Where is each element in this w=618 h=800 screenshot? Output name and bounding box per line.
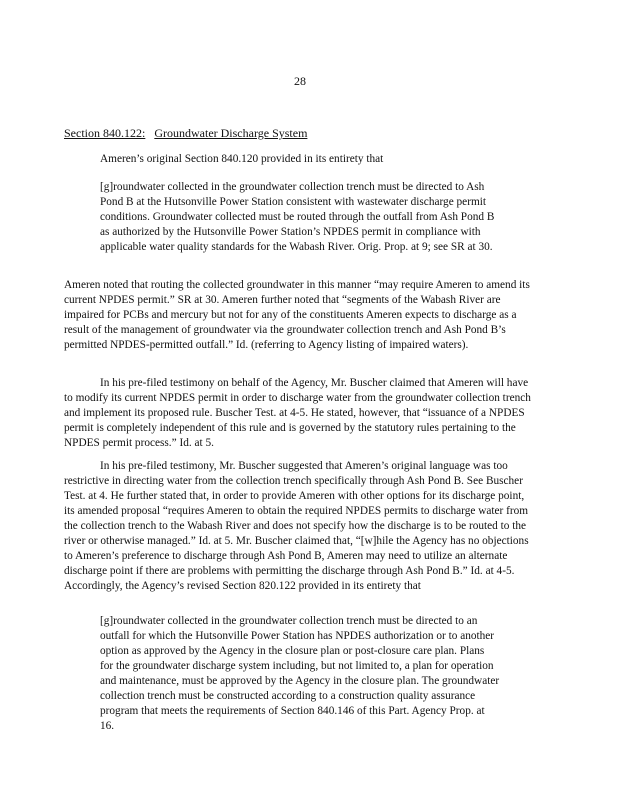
page-number: 28 <box>294 74 306 88</box>
section-title: Groundwater Discharge System <box>154 126 308 140</box>
block-quote-agency: [g]roundwater collected in the groundwater collection trench must be directed to an outfall for which the Hutsonville Power Station has NPDES authorization or to another option as approved by the Agency in the closure plan or post-closure care plan. Plans for the groundwater discharge system including, but not limited to, a plan for operation and maintenance, must be approved by the Agency in the closure plan. The groundwater collection trench must be constructed according to a construction quality assurance program that meets the requirements of Section 840.146 of this Part. Agency Prop. at 16. <box>100 615 500 732</box>
paragraph-ameren-note: Ameren noted that routing the collected groundwater in this manner “may require Ameren to amend its current NPDES permit.” SR at 30. Ameren further noted that “segments of the Wabash River are impaired for PCBs and mercury but not for any of the constituents Ameren expects to discharge as a result of the management of groundwater via the groundwater collection trench and Ash Pond B’s permitted NPDES-permitted outfall.” Id. (referring to Agency listing of impaired waters). <box>64 279 530 351</box>
paragraph-buscher-testimony: In his pre-filed testimony on behalf of the Agency, Mr. Buscher claimed that Ameren will have to modify its current NPDES permit in order to discharge water from the groundwater collection trench and implement its proposed rule. Buscher Test. at 4-5. He stated, however, that “issuance of a NPDES permit is completely independent of this rule and is governed by the statutory rules pertaining to the NPDES permit process.” Id. at 5. <box>64 377 531 449</box>
section-heading <box>64 126 307 141</box>
section-number: Section 840.122: <box>64 126 146 140</box>
block-quote-original: [g]roundwater collected in the groundwater collection trench must be directed to Ash Pond B at the Hutsonville Power Station consistent with wastewater discharge permit conditions. Groundwater collected must be routed through the outfall from Ash Pond B as authorized by the Hutsonville Power Station’s NPDES permit in compliance with applicable water quality standards for the Wabash River. Orig. Prop. at 9; see SR at 30. <box>100 181 495 253</box>
heading-gap <box>148 126 151 140</box>
paragraph-intro: Ameren’s original Section 840.120 provided in its entirety that <box>100 153 384 165</box>
paragraph-buscher-suggestion: In his pre-filed testimony, Mr. Buscher suggested that Ameren’s original language was too restrictive in directing water from the collection trench specifically through Ash Pond B. See Buscher Test. at 4. He further stated that, in order to provide Ameren with other options for its discharge point, its amended proposal “requires Ameren to obtain the required NPDES permits to discharge water from the collection trench to the Wabash River and does not specify how the discharge is to be routed to the river or otherwise managed.” Id. at 5. Mr. Buscher claimed that, “[w]hile the Agency has no objections to Ameren’s preference to discharge through Ash Pond B, Ameren may need to utilize an alternate discharge point if there are problems with permitting the discharge through Ash Pond B.” Id. at 4-5. Accordingly, the Agency’s revised Section 820.122 provided in its entirety that <box>64 460 529 592</box>
